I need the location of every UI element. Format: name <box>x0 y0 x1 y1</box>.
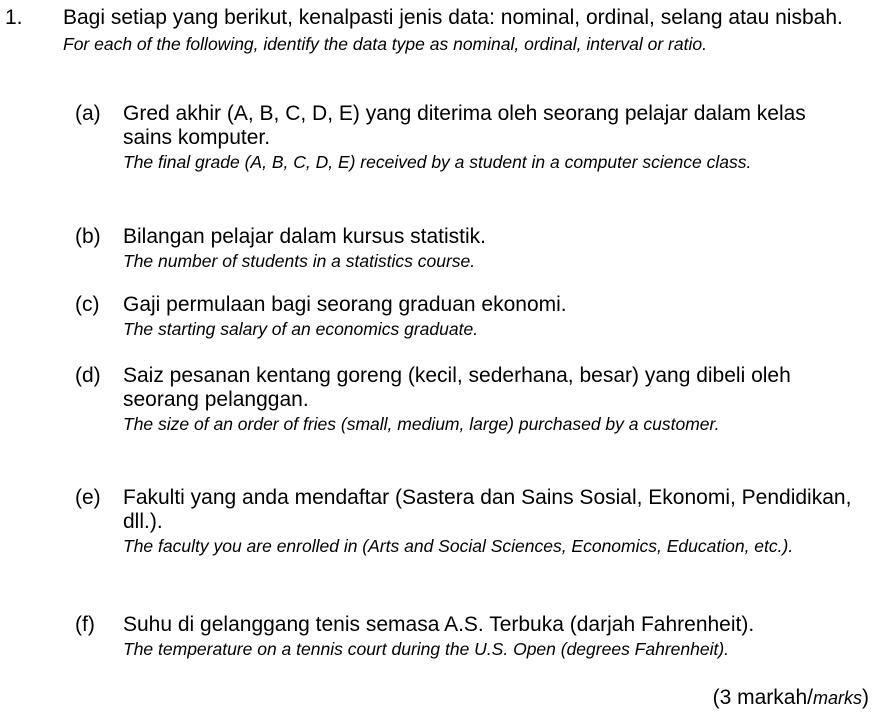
sub-question-text-malay: Bilangan pelajar dalam kursus statistik. <box>123 225 487 248</box>
sub-question-text-english: The faculty you are enrolled in (Arts and Social Sciences, Economics, Education, etc.). <box>123 536 794 556</box>
question-text-malay: Bagi setiap yang berikut, kenalpasti jenis data: nominal, ordinal, selang atau nisbah. <box>63 6 843 29</box>
marks-label-malay: markah <box>737 686 808 709</box>
sub-question-text-malay: Gred akhir (A, B, C, D, E) yang diterima oleh seorang pelajar dalam kelas sains komputer. <box>123 102 806 149</box>
sub-question-text-english: The temperature on a tennis court during the U.S. Open (degrees Fahrenheit). <box>123 639 730 659</box>
sub-question-text-english: The number of students in a statistics course. <box>123 251 476 271</box>
sub-question-text-english: The final grade (A, B, C, D, E) received by a student in a computer science class. <box>123 152 752 172</box>
marks-label-english: marks <box>813 688 862 708</box>
marks-allocation: (3 markah/marks) <box>712 686 869 709</box>
sub-question-text-malay: Gaji permulaan bagi seorang graduan ekonomi. <box>123 293 567 316</box>
sub-question-text-malay: Saiz pesanan kentang goreng (kecil, sederhana, besar) yang dibeli oleh seorang pelanggan. <box>123 364 791 411</box>
sub-question-text-english: The size of an order of fries (small, medium, large) purchased by a customer. <box>123 414 720 434</box>
question-stem <box>63 6 869 56</box>
sub-question-label: (c) <box>75 293 100 316</box>
sub-question-label: (b) <box>75 225 101 248</box>
sub-question-label: (e) <box>75 486 101 509</box>
sub-question-label: (d) <box>75 364 101 387</box>
sub-question-label: (a) <box>75 102 101 125</box>
sub-question-text-english: The starting salary of an economics graduate. <box>123 319 479 339</box>
question-text-english: For each of the following, identify the data type as nominal, ordinal, interval or ratio. <box>63 34 707 54</box>
sub-question-label: (f) <box>75 613 95 636</box>
sub-question-text-malay: Suhu di gelanggang tenis semasa A.S. Terbuka (darjah Fahrenheit). <box>123 613 755 636</box>
sub-question-text-malay: Fakulti yang anda mendaftar (Sastera dan Sains Sosial, Ekonomi, Pendidikan, dll.). <box>123 486 852 533</box>
question-number: 1. <box>5 6 23 29</box>
